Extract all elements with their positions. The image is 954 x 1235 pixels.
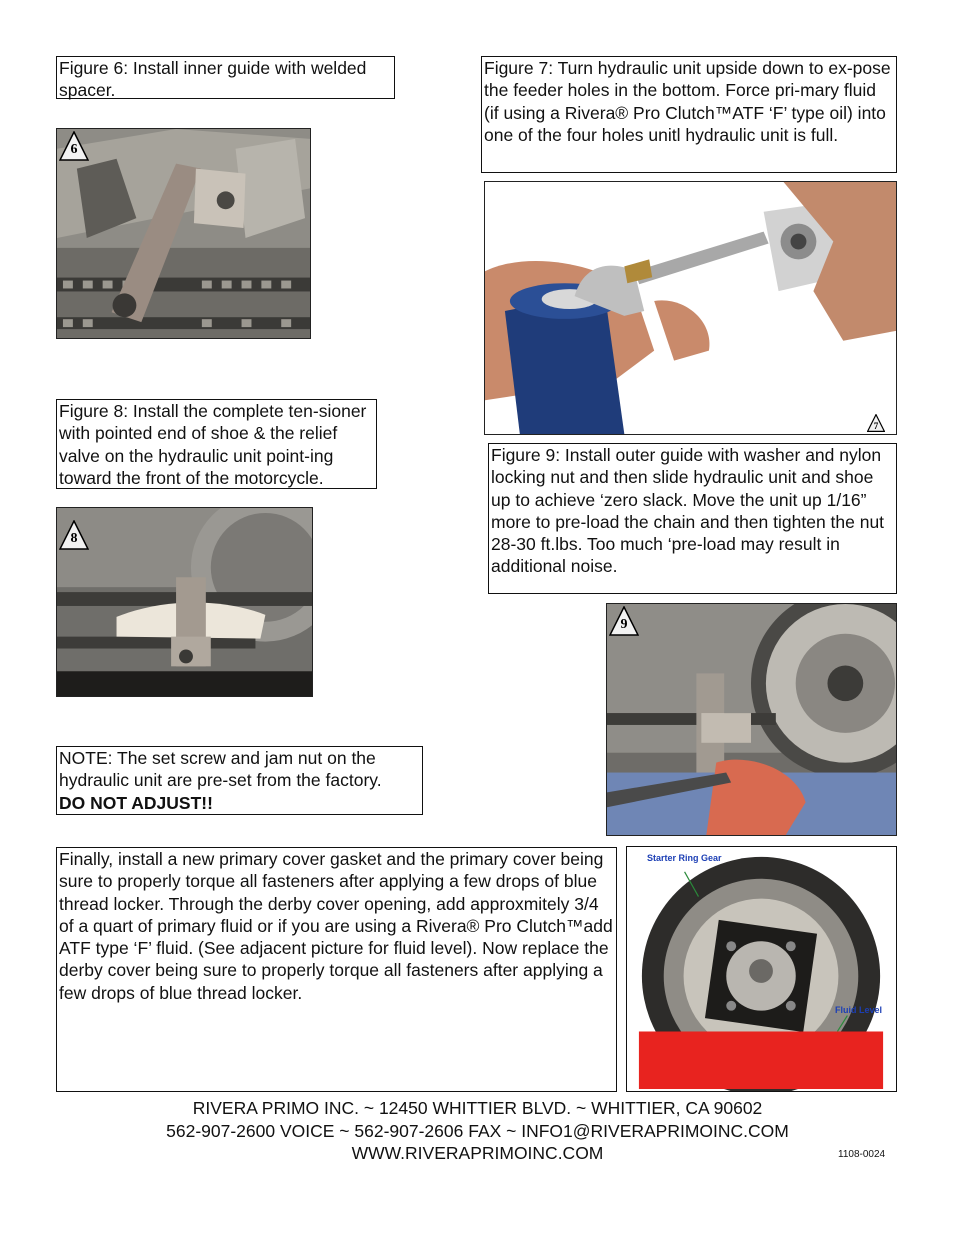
note-text: NOTE: The set screw and jam nut on the hydraulic unit are pre-set from the factory. (59, 748, 382, 791)
photo-figure-8-graphic (57, 508, 312, 696)
note-box (56, 746, 423, 815)
caption-figure-7 (481, 56, 897, 173)
fluid-level-image-frame (626, 846, 897, 1092)
caption-figure-8 (56, 399, 377, 489)
photo-figure-7 (484, 181, 897, 435)
footer (80, 1097, 875, 1165)
photo-figure-9-graphic (607, 604, 896, 835)
footer-website: WWW.RIVERAPRIMOINC.COM (351, 1143, 604, 1163)
footer-contact: 562-907-2600 VOICE ~ 562-907-2606 FAX ~ INFO1@RIVERAPRIMOINC.COM (166, 1120, 789, 1141)
final-instructions-box (56, 847, 617, 1092)
note-warning: DO NOT ADJUST!! (59, 792, 213, 813)
photo-figure-6 (56, 128, 311, 339)
photo-figure-9 (606, 603, 897, 836)
fluid-level-graphic (627, 847, 896, 1091)
caption-figure-6-text: Figure 6: Install inner guide with welded spacer. (59, 58, 367, 101)
label-fluid-level: Fluid Level (835, 1005, 883, 1015)
figure-6-badge: 6 (59, 131, 89, 161)
label-starter-ring-gear: Starter Ring Gear (647, 853, 722, 863)
document-number: 1108-0024 (838, 1149, 886, 1160)
photo-figure-7-graphic (485, 182, 896, 434)
caption-figure-9 (488, 443, 897, 594)
figure-8-badge: 8 (59, 520, 89, 550)
caption-figure-7-text: Figure 7: Turn hydraulic unit upside down to ex-pose the feeder holes in the bottom. Force pri-mary fluid (if using a Rivera® Pro Clutch™ATF ‘F’ type oil) into one of the four holes unitl hydraulic unit is full. (484, 58, 891, 145)
caption-figure-6 (56, 56, 395, 99)
photo-figure-8 (56, 507, 313, 697)
footer-address: RIVERA PRIMO INC. ~ 12450 WHITTIER BLVD. ~ WHITTIER, CA 90602 (192, 1098, 763, 1118)
caption-figure-9-text: Figure 9: Install outer guide with washer and nylon locking nut and then slide hydraulic unit and shoe up to achieve ‘zero slack. Move the unit up 1/16” more to pre-load the chain and then tighten the nut 28-30 ft.lbs. Too much ‘pre-load may result in additional noise. (491, 445, 885, 577)
caption-figure-8-text: Figure 8: Install the complete ten-sioner with pointed end of shoe & the relief valve on the hydraulic unit point-ing toward the front of the motorcycle. (59, 401, 367, 488)
photo-figure-6-graphic (57, 129, 310, 338)
figure-9-badge: 9 (609, 606, 639, 636)
figure-7-badge: 7 (867, 414, 885, 432)
final-instructions-text: Finally, install a new primary cover gasket and the primary cover being sure to properly torque all fasteners after applying a few drops of blue thread locker. Through the derby cover opening, add approxmitely 3/4 of a quart of primary fluid or if you are using a Rivera® Pro Clutch™add ATF type ‘F’ fluid. (See adjacent picture for fluid level). Now replace the derby cover being sure to properly torque all fasteners after applying a few drops of blue thread locker. (59, 849, 613, 1003)
